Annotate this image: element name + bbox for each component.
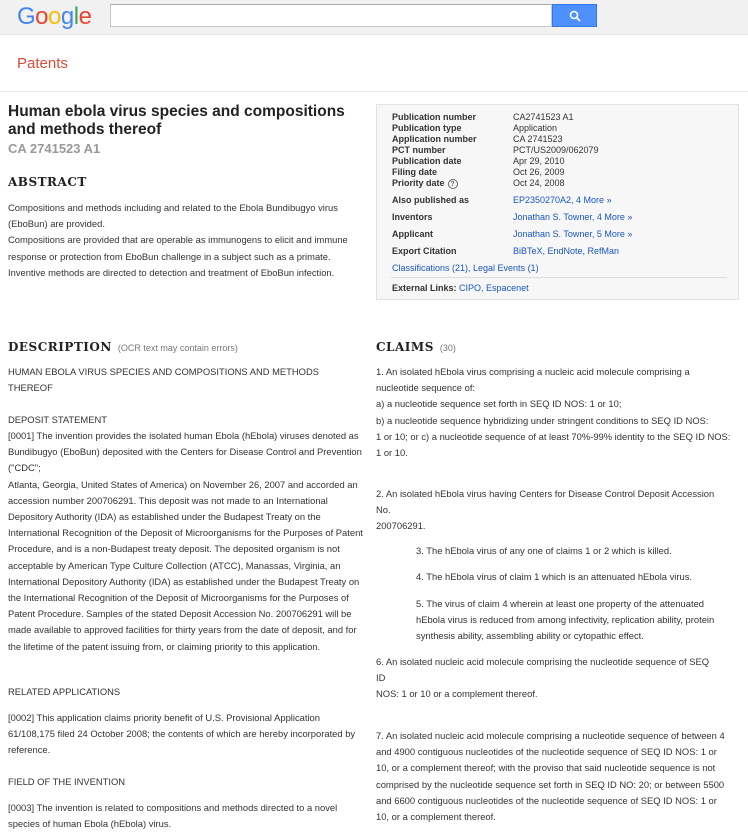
claims-heading: CLAIMS (30) — [376, 340, 456, 354]
external-links: External Links: CIPO, Espacenet — [392, 283, 529, 293]
logo-letter: o — [35, 3, 49, 30]
description-p2: [0002] This application claims priority benefit of U.S. Provisional Application 61/108,175 filed 24 October 2008; the contents of which are hereby incorporated by reference. — [8, 712, 356, 756]
inventors-label: Inventors — [392, 212, 433, 222]
info-divider — [391, 277, 727, 278]
pct-number-value: PCT/US2009/062079 — [513, 145, 599, 155]
related-heading: RELATED APPLICATIONS — [8, 686, 121, 697]
publication-date-label: Publication date — [392, 156, 462, 166]
application-number-label: Application number — [392, 134, 477, 144]
logo-letter: e — [78, 3, 92, 30]
field-heading: FIELD OF THE INVENTION — [8, 776, 126, 787]
ocr-note: (OCR text may contain errors) — [117, 343, 238, 353]
filing-date-value: Oct 26, 2009 — [513, 167, 565, 177]
top-bar — [0, 0, 748, 35]
patent-info-box — [376, 104, 739, 300]
claim-5: 5. The virus of claim 4 wherein at least one property of the attenuated hEbola virus is reduced from among infectivity, replication ability, protein synthesis ability, assembling ability or cytopathic effect. — [416, 598, 715, 642]
logo-letter: g — [60, 3, 74, 30]
patents-link[interactable]: Patents — [17, 55, 68, 72]
publication-type-label: Publication type — [392, 123, 462, 133]
search-input[interactable] — [110, 4, 552, 27]
claim-1: 1. An isolated hEbola virus comprising a nucleic acid molecule comprising a nucleotide sequence of: a) a nucleotide sequence set forth in SEQ ID NOS: 1 or 10; b) a nucleotide sequence hybridizing under stringent conditions to SEQ ID NOS: 1 or 10; or c) a nucleotide sequence of at least 70%-99% identity to the SEQ ID NOS: 1 or 10. — [376, 366, 731, 459]
logo-letter: G — [17, 3, 36, 30]
export-citation-label: Export Citation — [392, 246, 457, 256]
patent-number: CA 2741523 A1 — [8, 141, 101, 156]
claim-2: 2. An isolated hEbola virus having Centers for Disease Control Deposit Accession No. 200706291. — [376, 488, 715, 532]
pct-number-label: PCT number — [392, 145, 446, 155]
description-heading: DESCRIPTION (OCR text may contain errors) — [8, 340, 238, 354]
patent-title: Human ebola virus species and compositions and methods thereof — [8, 103, 345, 138]
description-p1: [0001] The invention provides the isolated human Ebola (hEbola) viruses denoted as Bundibugyo (EboBun) deposited with the Centers for Disease Control and Prevention ("CDC"; Atlanta, Georgia, United States of America) on November 26, 2007 and accorded an accession number 200706291. This deposit was not made to an International Depository Authority (IDA) as established under the Budapest Treaty on the International Recognition of the Deposit of Microorganisms for the Purposes of Patent Procedure, and is a non-Budapest treaty deposit. The deposited organism is not acceptable by American Type Culture Collection (ATCC), Manassas, Virginia, an International Depository Authority (IDA) as established under the Budapest Treaty on the International Recognition of the Deposit of Microorganisms for the Purposes of Patent Procedure. Samples of the stated Deposit Accession No. 200706291 will be made available to approved facilities for thirty years from the date of deposit, and for the lifetime of the patent issuing from, or claiming priority to this application. — [8, 430, 363, 652]
logo-letter: o — [48, 3, 61, 30]
inventors-link[interactable]: Jonathan S. Towner, 4 More » — [513, 212, 633, 222]
also-published-label: Also published as — [392, 195, 470, 205]
claim-3: 3. The hEbola virus of any one of claims 1 or 2 which is killed. — [416, 545, 672, 556]
google-logo[interactable] — [17, 3, 91, 31]
deposit-heading: DEPOSIT STATEMENT — [8, 414, 107, 425]
description-p3: [0003] The invention is related to compositions and methods directed to a novel species of human Ebola (hEbola) virus. — [8, 802, 338, 830]
applicant-label: Applicant — [392, 229, 434, 239]
sub-header — [0, 36, 748, 92]
application-number-value: CA 2741523 — [513, 134, 563, 144]
search-button[interactable] — [552, 4, 597, 27]
publication-number-label: Publication number — [392, 112, 477, 122]
publication-date-value: Apr 29, 2010 — [513, 156, 565, 166]
publication-number-value: CA2741523 A1 — [513, 112, 574, 122]
publication-type-value: Application — [513, 123, 558, 133]
claim-4: 4. The hEbola virus of claim 1 which is an attenuated hEbola virus. — [416, 571, 693, 582]
claim-7: 7. An isolated nucleic acid molecule comprising a nucleotide sequence of between 4 and 4900 contiguous nucleotides of the nucleotide sequence of SEQ ID NOS: 1 or 10, or a complement thereof; with the proviso that said nucleotide sequence is not comprised by the nucleotide sequence set forth in SEQ ID NO: 20; or between 5500 and 6600 contiguous nucleotides of the nucleotide sequence of SEQ ID NOS: 1 or 10, or a complement thereof. — [376, 730, 725, 823]
claims-count: (30) — [439, 343, 456, 353]
abstract-heading: ABSTRACT — [8, 175, 87, 189]
magnifier-icon — [569, 10, 581, 22]
logo-letter: l — [73, 3, 79, 30]
priority-date-value: Oct 24, 2008 — [513, 178, 565, 188]
external-links-values[interactable]: CIPO, Espacenet — [459, 283, 529, 293]
claim-6: 6. An isolated nucleic acid molecule comprising the nucleotide sequence of SEQ ID NOS: 1 or 10 or a complement thereof. — [376, 656, 710, 700]
abstract-text: Compositions and methods including and related to the Ebola Bundibugyo virus (EboBun) are provided. Compositions are provided that are operable as immunogens to elicit and immune response or protection from EboBun challenge in a subject such as a primate. Inventive methods are directed to detection and treatment of EboBun infection. — [8, 202, 348, 278]
classifications-link[interactable]: Classifications (21), Legal Events (1) — [392, 263, 539, 273]
applicant-link[interactable]: Jonathan S. Towner, 5 More » — [513, 229, 633, 239]
filing-date-label: Filing date — [392, 167, 437, 177]
priority-date-label: Priority date ? — [392, 178, 458, 189]
description-title: HUMAN EBOLA VIRUS SPECIES AND COMPOSITIONS AND METHODS THEREOF — [8, 366, 319, 394]
export-citation-links[interactable]: BiBTeX, EndNote, RefMan — [513, 246, 620, 256]
also-published-link[interactable]: EP2350270A2, 4 More » — [513, 195, 612, 205]
question-circle-icon[interactable]: ? — [448, 179, 458, 189]
